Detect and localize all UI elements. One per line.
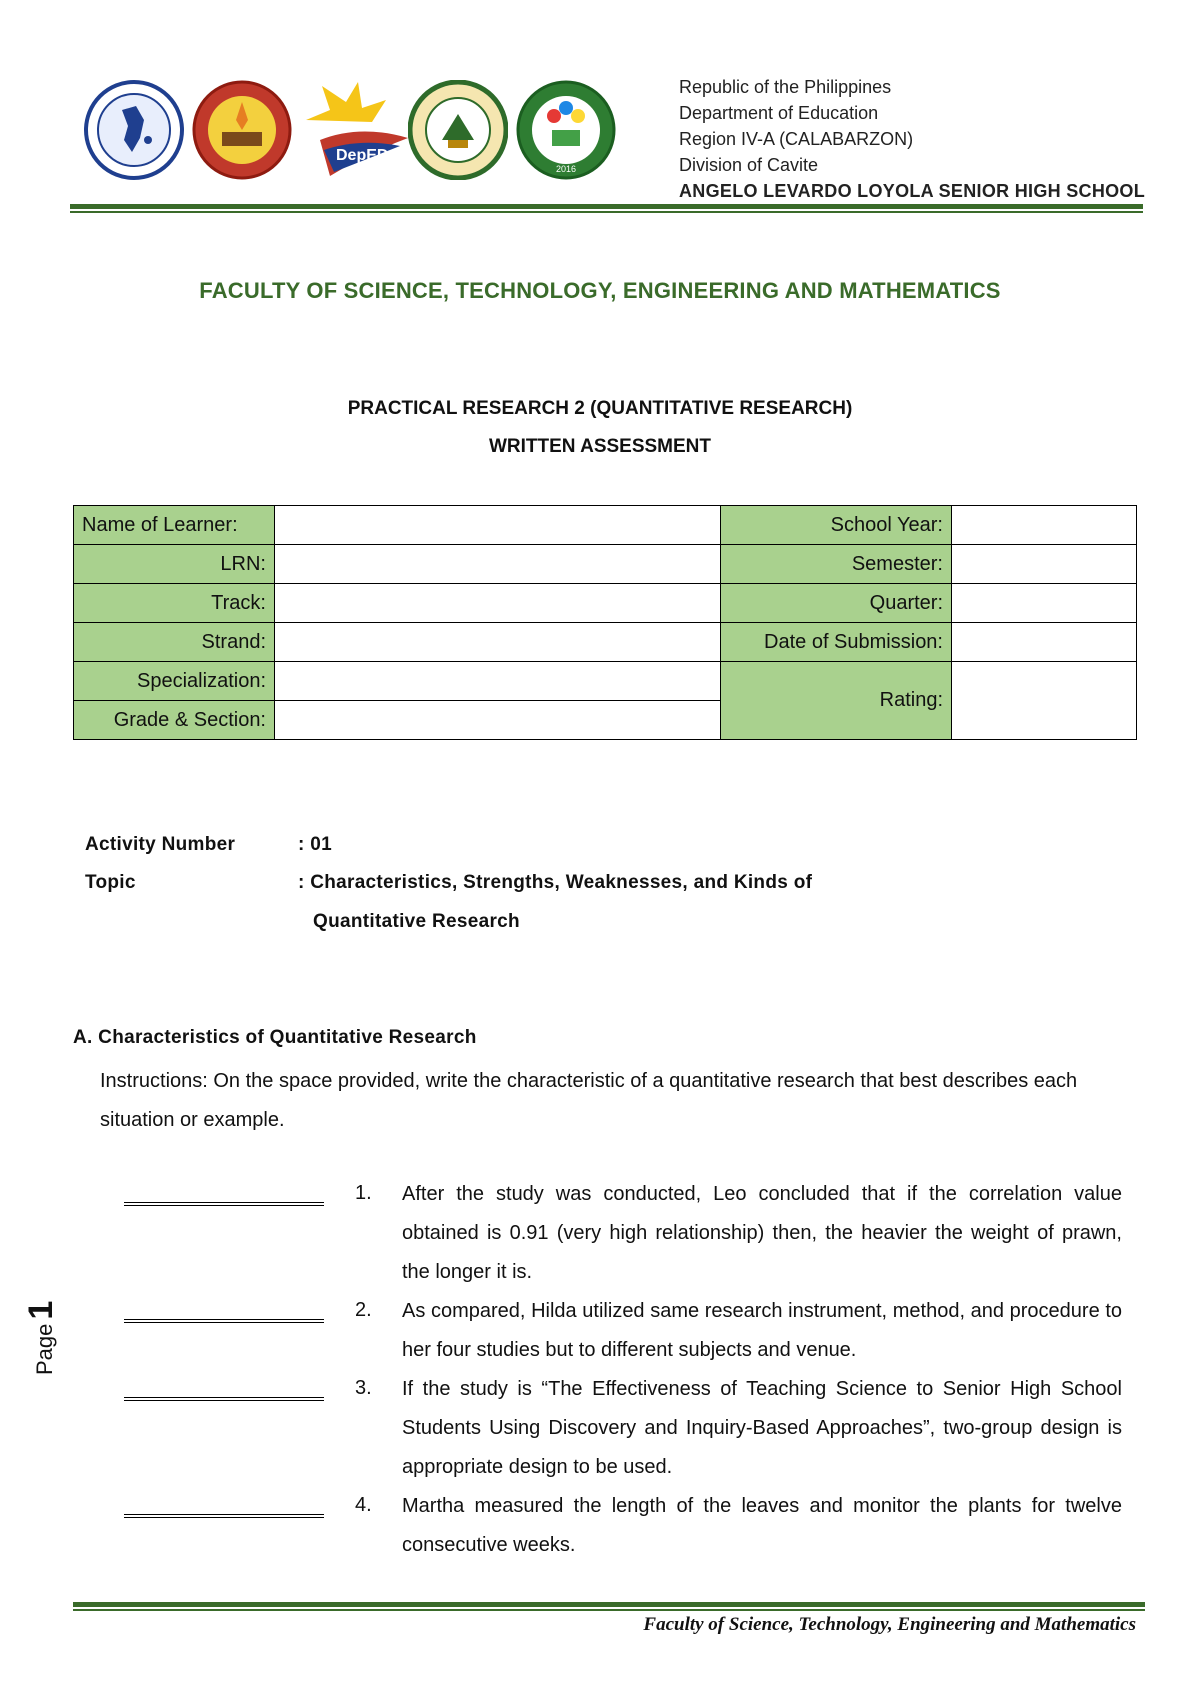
date-of-submission-label: Date of Submission: — [721, 623, 952, 662]
item-number: 4. — [355, 1494, 372, 1516]
grade-section-field[interactable] — [275, 701, 721, 740]
school-name: ANGELO LEVARDO LOYOLA SENIOR HIGH SCHOOL — [679, 181, 1146, 201]
table-row — [74, 584, 1137, 623]
topic-label: Topic — [85, 872, 136, 893]
header-logos — [84, 70, 624, 190]
region-iv-a-calabarzon-seal-logo — [192, 80, 292, 180]
quarter-label: Quarter: — [721, 584, 952, 623]
faculty-title: FACULTY OF SCIENCE, TECHNOLOGY, ENGINEERING AND MATHEMATICS — [199, 278, 1001, 303]
header-line: Division of Cavite — [679, 155, 819, 175]
school-year-field[interactable] — [952, 506, 1137, 545]
page-label: Page — [32, 1323, 57, 1375]
table-row — [74, 506, 1137, 545]
specialization-field[interactable] — [275, 662, 721, 701]
item-text: As compared, Hilda utilized same research instrument, method, and procedure to her four studies but to different subjects and venue. — [402, 1300, 1122, 1361]
school-seal-logo — [516, 80, 616, 180]
svg-text:DepED: DepED — [336, 147, 389, 164]
activity-number-label: Activity Number — [85, 834, 236, 855]
item-number: 2. — [355, 1299, 372, 1321]
track-label: Track: — [74, 584, 275, 623]
rating-field[interactable] — [952, 662, 1137, 740]
header-line: Region IV-A (CALABARZON) — [679, 129, 914, 149]
topic-value: : Characteristics, Strengths, Weaknesses, and Kinds of — [298, 872, 813, 893]
item-text: After the study was conducted, Leo concluded that if the correlation value obtained is 0.91 (very high relationship) then, the heavier the weight of prawn, the longer it is. — [402, 1183, 1122, 1283]
specialization-label: Specialization: — [74, 662, 275, 701]
deped-seal-logo — [84, 80, 184, 180]
answer-blank[interactable] — [124, 1202, 324, 1206]
answer-blank[interactable] — [124, 1397, 324, 1401]
semester-field[interactable] — [952, 545, 1137, 584]
table-row — [74, 545, 1137, 584]
header-line: Department of Education — [679, 103, 879, 123]
section-a-instructions: Instructions: On the space provided, write the characteristic of a quantitative research that best describes each situation or example. — [100, 1070, 1078, 1131]
lrn-label: LRN: — [74, 545, 275, 584]
topic-value-continued: Quantitative Research — [313, 911, 520, 932]
quarter-field[interactable] — [952, 584, 1137, 623]
footer-text: Faculty of Science, Technology, Engineering and Mathematics — [643, 1614, 1136, 1635]
table-row — [74, 662, 1137, 701]
name-field[interactable] — [275, 506, 721, 545]
item-text: Martha measured the length of the leaves and monitor the plants for twelve consecutive weeks. — [402, 1495, 1122, 1556]
item-text: If the study is “The Effectiveness of Teaching Science to Senior High School Students Using Discovery and Inquiry-Based Approaches”, two-group design is appropriate design to be used. — [402, 1378, 1122, 1478]
answer-blank[interactable] — [124, 1514, 324, 1518]
assessment-title: WRITTEN ASSESSMENT — [488, 436, 712, 457]
course-title: PRACTICAL RESEARCH 2 (QUANTITATIVE RESEARCH) — [347, 398, 853, 419]
answer-blank[interactable] — [124, 1319, 324, 1323]
grade-section-label: Grade & Section: — [74, 701, 275, 740]
school-year-label: School Year: — [721, 506, 952, 545]
table-row — [74, 623, 1137, 662]
header-address — [679, 74, 1145, 204]
header-line: Republic of the Philippines — [679, 77, 892, 97]
page-number: 1 — [22, 1300, 60, 1320]
strand-label: Strand: — [74, 623, 275, 662]
semester-label: Semester: — [721, 545, 952, 584]
svg-text:2016: 2016 — [556, 164, 577, 174]
name-label: Name of Learner: — [74, 506, 275, 545]
page-number-label — [22, 1301, 61, 1375]
learner-info-table — [73, 505, 1137, 740]
deped-cavite-logo — [300, 80, 400, 180]
svg-text:CAVITE: CAVITE — [358, 168, 394, 179]
rating-label: Rating: — [721, 662, 952, 740]
lrn-field[interactable] — [275, 545, 721, 584]
strand-field[interactable] — [275, 623, 721, 662]
item-number: 3. — [355, 1377, 372, 1399]
section-a-heading: A. Characteristics of Quantitative Research — [73, 1027, 477, 1048]
header-divider — [70, 204, 1143, 213]
activity-number-value: : 01 — [298, 834, 332, 855]
track-field[interactable] — [275, 584, 721, 623]
division-of-cavite-seal-logo — [408, 80, 508, 180]
footer-divider — [73, 1602, 1145, 1611]
date-of-submission-field[interactable] — [952, 623, 1137, 662]
item-number: 1. — [355, 1182, 372, 1204]
